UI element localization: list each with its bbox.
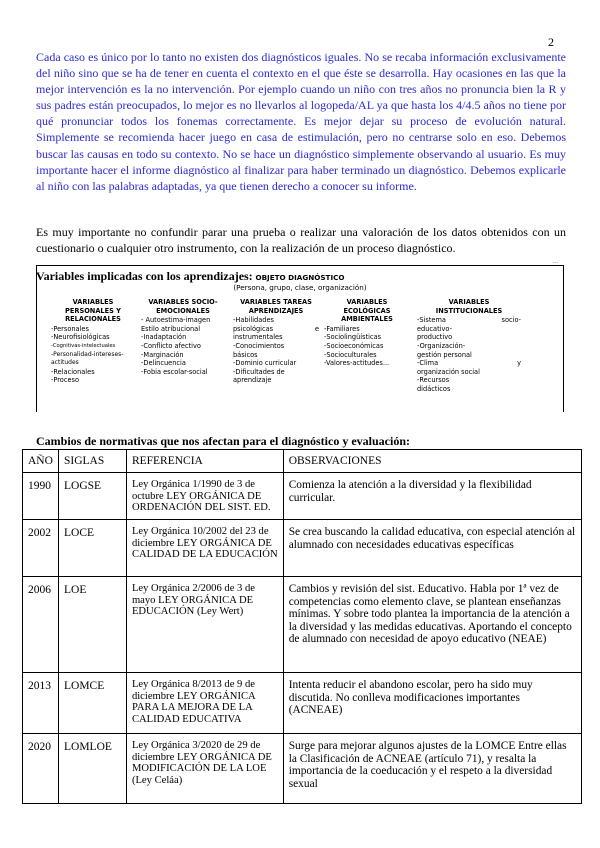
column-item: educativo- — [417, 324, 452, 333]
column-item: -Sociolingüísticas — [324, 333, 382, 342]
variable-column-tareas — [233, 298, 319, 385]
column-item: -Inadaptación — [141, 333, 187, 342]
table-row — [23, 520, 582, 577]
column-item: básicos — [233, 350, 258, 359]
row-year: 2002 — [23, 520, 59, 577]
column-item: -Personales — [51, 324, 89, 333]
row-reference: Ley Orgánica 8/2013 de 9 de diciembre LEY ORGÁNICA PARA LA MEJORA DE LA CALIDAD EDUCATIVA — [126, 673, 283, 734]
variable-column-personales — [51, 298, 135, 385]
column-item: -Neurofisiológicas — [51, 333, 110, 342]
header-reference: REFERENCIA — [126, 450, 283, 473]
column-heading: VARIABLES PERSONALES Y RELACIONALES — [65, 298, 121, 324]
intro-black-paragraph: Es muy importante no confundir parar una prueba o realizar una valoración de los datos obtenidos con un cuestionario o cualquier otro instrumento, con la realización de un proceso diagnóstico. — [36, 225, 566, 255]
column-item: -Cognitivas-intelectuales — [51, 342, 116, 349]
column-item: -Habilidades — [233, 316, 274, 325]
row-observations: Se crea buscando la calidad educativa, con especial atención al alumnado con necesidades educativas específicas — [283, 520, 581, 577]
column-item: -Proceso — [51, 376, 79, 385]
table-row — [23, 473, 582, 520]
column-heading: VARIABLES SOCIO-EMOCIONALES — [148, 298, 218, 315]
column-item: organización social — [417, 367, 480, 376]
column-item: -Organización- — [417, 341, 466, 350]
column-item: gestión personal — [417, 350, 472, 359]
page-number: 2 — [548, 35, 554, 49]
row-observations: Cambios y revisión del sist. Educativo. Habla por 1ª vez de competencias como elemento clave, se plantean enseñanzas mínimas. Y sobre todo plantea la importancia de la atención a la diversidad y las medidas educativas. Aportando el concepto de alumnado con necesidad de apoyo educativo (NEAE) — [283, 577, 581, 673]
column-heading: VARIABLES TAREAS APRENDIZAJES — [240, 298, 312, 315]
column-item: - Autoestima-imagen — [141, 316, 211, 325]
row-acronym: LOMLOE — [58, 734, 126, 804]
column-heading: VARIABLES INSTITUCIONALES — [435, 298, 503, 315]
normativas-heading: Cambios de normativas que nos afectan para el diagnóstico y evaluación: — [36, 434, 411, 448]
row-year: 1990 — [23, 473, 59, 520]
column-item: -Personalidad-intereses-actitudes — [51, 350, 124, 367]
row-acronym: LOMCE — [58, 673, 126, 734]
header-year: AÑO — [23, 450, 59, 473]
variable-column-socioemocionales — [141, 298, 225, 376]
column-item: -Marginación — [141, 350, 184, 359]
column-item: -Conocimientos — [233, 341, 285, 350]
column-item: instrumentales — [233, 333, 283, 342]
row-acronym: LOGSE — [58, 473, 126, 520]
row-year: 2006 — [23, 577, 59, 673]
column-item: Estilo atribucional — [141, 324, 201, 333]
row-observations: Surge para mejorar algunos ajustes de la LOMCE Entre ellas la Clasificación de ACNEAE (artículo 71), y resalta la importancia de la coeducación y el respeto a la diversidad sexual — [283, 734, 581, 804]
column-item: -Sistema socio- — [417, 316, 521, 325]
row-acronym: LOE — [58, 577, 126, 673]
header-observations: OBSERVACIONES — [283, 450, 581, 473]
row-acronym: LOCE — [58, 520, 126, 577]
row-year: 2020 — [23, 734, 59, 804]
column-item: didácticos — [417, 384, 451, 393]
variable-column-institucionales — [417, 298, 521, 394]
column-item: -Socioculturales — [324, 350, 377, 359]
variables-heading: Variables implicadas con los aprendizajes: — [36, 269, 253, 283]
header-acronym: SIGLAS — [58, 450, 126, 473]
column-heading: VARIABLES ECOLÓGICAS AMBIENTALES — [341, 298, 393, 324]
normativas-table — [22, 449, 582, 804]
row-reference: Ley Orgánica 1/1990 de 3 de octubre LEY ORGÁNICA DE ORDENACIÓN DEL SIST. ED. — [126, 473, 283, 520]
column-item: -Dificultades de — [233, 367, 285, 376]
row-observations: Intenta reducir el abandono escolar, pero ha sido muy discutida. No conlleva modificaciones importantes (ACNEAE) — [283, 673, 581, 734]
variable-column-ecologicas — [324, 298, 410, 368]
column-item: -Relacionales — [51, 367, 95, 376]
row-reference: Ley Orgánica 3/2020 de 29 de diciembre LEY ORGÁNICA DE MODIFICACIÓN DE LA LOE (Ley Celáa) — [126, 734, 283, 804]
column-item: -Dominio curricular — [233, 359, 297, 368]
column-item: -Valores-actitudes... — [324, 359, 390, 368]
table-row — [23, 577, 582, 673]
column-item: aprendizaje — [233, 376, 272, 385]
row-reference: Ley Orgánica 10/2002 del 23 de diciembre LEY ORGÁNICA DE CALIDAD DE LA EDUCACIÓN — [126, 520, 283, 577]
figure-subtitle: (Persona, grupo, clase, organización) — [233, 283, 367, 292]
column-item: -Conflicto afectivo — [141, 341, 201, 350]
column-item: -Clima y — [417, 359, 521, 368]
column-item: -Recursos — [417, 376, 450, 385]
column-item: -Delincuencia — [141, 359, 186, 368]
column-item: psicológicas e — [233, 324, 319, 333]
table-header-row — [23, 450, 582, 473]
row-reference: Ley Orgánica 2/2006 de 3 de mayo LEY ORGÁNICA DE EDUCACIÓN (Ley Wert) — [126, 577, 283, 673]
row-observations: Comienza la atención a la diversidad y la flexibilidad curricular. — [283, 473, 581, 520]
column-item: -Socioeconómicas — [324, 341, 384, 350]
intro-blue-paragraph: Cada caso es único por lo tanto no existen dos diagnósticos iguales. No se recaba información exclusivamente del niño sino que se ha de tener en cuenta el contexto en el que éste se desarrolla. Hay ocasiones en las que la mejor intervención es la no intervención. Por ejemplo cuando un niño con tres años no pronuncia bien la R y sus padres están preocupados, lo mejor es no llevarlos al logopeda/AL ya que hasta los 4/4.5 años no tiene por qué pronunciar todos los fonemas correctamente. Es mejor dejar su proceso de evolución natural. Simplemente se recomienda hacer juego en casa de estimulación, pero no centrarse solo en eso. Debemos buscar las causas en todo su contexto. No se hace un diagnóstico simplemente observando al usuario. Es muy importante hacer el informe diagnóstico al finalizar para haber terminado un diagnóstico. Debemos explicarle al niño con las palabras adaptadas, ya que tienen derecho a conocer su informe. — [36, 50, 566, 193]
figure-title: OBJETO DIAGNÓSTICO — [255, 273, 345, 282]
column-item: productivo — [417, 333, 453, 342]
table-row — [23, 734, 582, 804]
row-year: 2013 — [23, 673, 59, 734]
table-row — [23, 673, 582, 734]
column-item: -Familiares — [324, 324, 360, 333]
column-item: -Fobia escolar-social — [141, 367, 208, 376]
variables-figure-box — [36, 265, 564, 412]
figure-cut-label: ... — [552, 258, 558, 265]
